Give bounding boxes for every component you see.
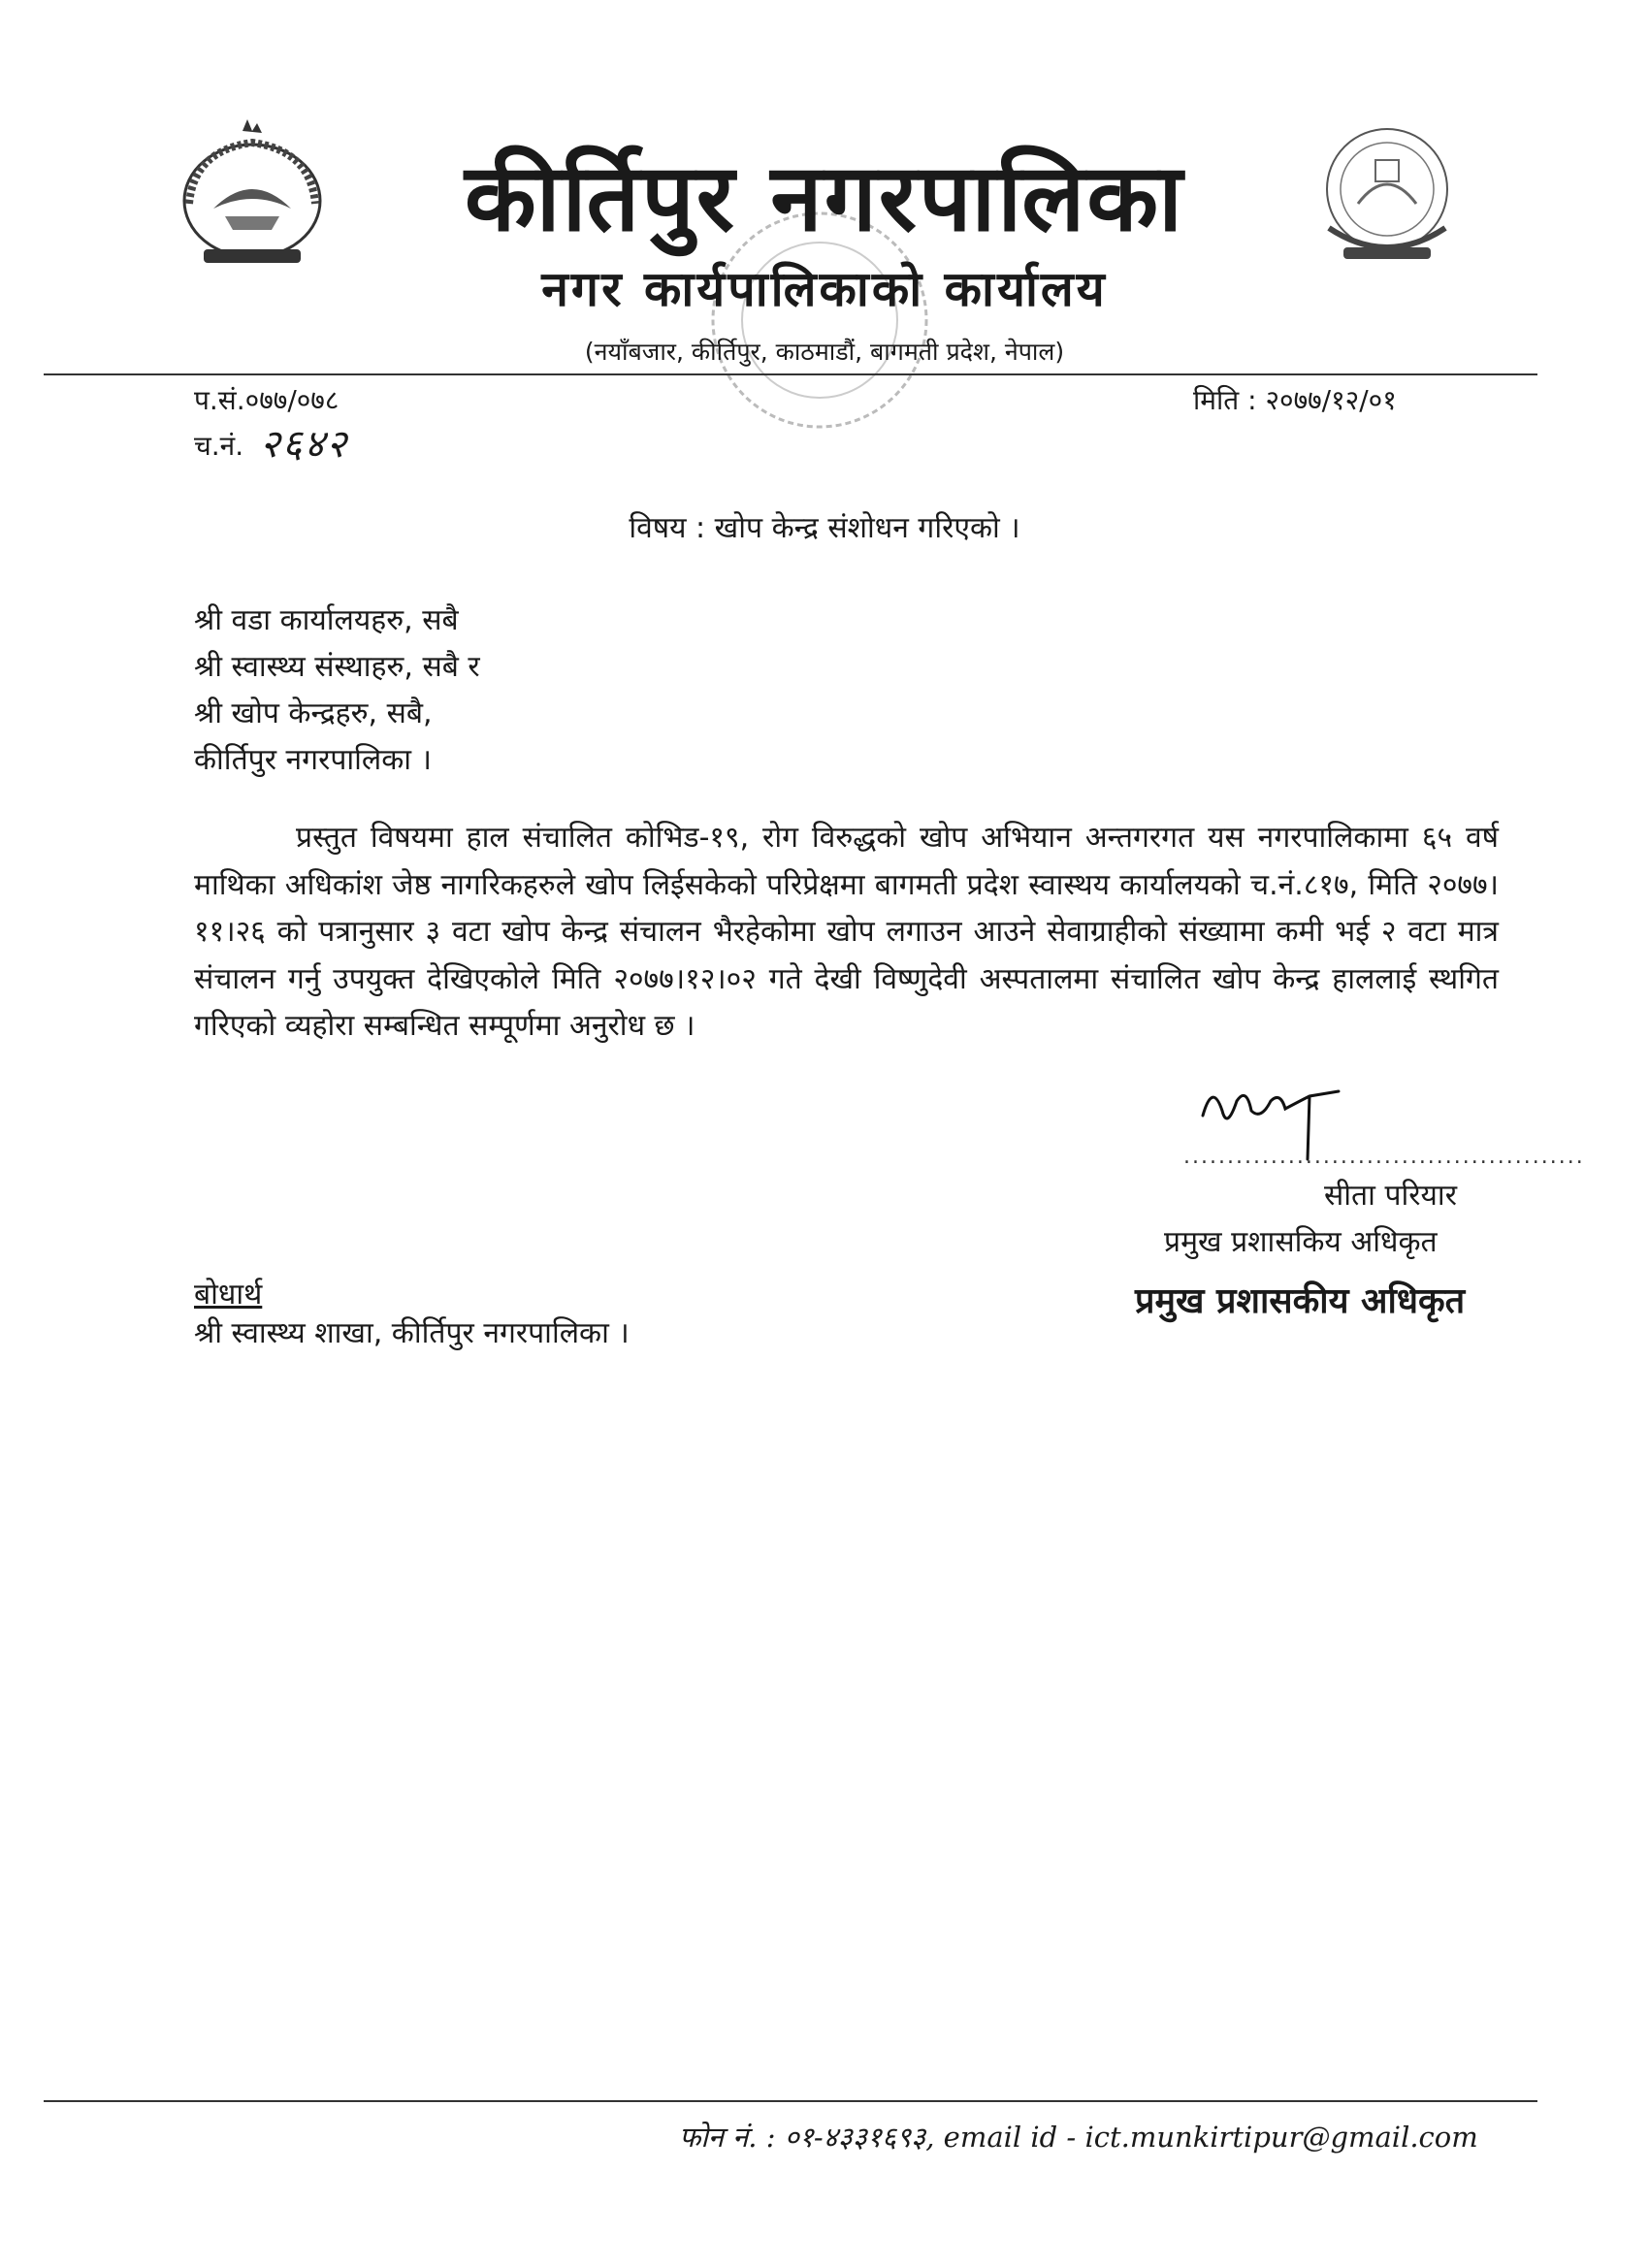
municipality-title: कीर्तिपुर नगरपालिका bbox=[465, 144, 1184, 252]
cc-recipient: श्री स्वास्थ्य शाखा, कीर्तिपुर नगरपालिका । bbox=[194, 1316, 630, 1350]
recipient-line: श्री स्वास्थ्य संस्थाहरु, सबै र bbox=[194, 650, 480, 684]
designation-stamp: प्रमुख प्रशासकीय अधिकृत bbox=[1135, 1281, 1466, 1321]
dispatch-label: च.नं. bbox=[194, 430, 244, 462]
office-subtitle: नगर कार्यपालिकाको कार्यालय bbox=[541, 261, 1108, 317]
footer-divider bbox=[44, 2100, 1537, 2102]
letter-date: मिति : २०७७/१२/०१ bbox=[1193, 384, 1397, 416]
footer-contact: फोन नं. : ०१-४३३१६९३, email id - ict.munkirtipur@gmail.com bbox=[679, 2121, 1478, 2154]
letter-subject: विषय : खोप केन्द्र संशोधन गरिएको । bbox=[629, 511, 1020, 545]
signature-line: .............................................. bbox=[1183, 1145, 1585, 1169]
office-address: (नयाँबजार, कीर्तिपुर, काठमाडौं, बागमती प्रदेश, नेपाल) bbox=[584, 338, 1065, 366]
letter-body: प्रस्तुत विषयमा हाल संचालित कोभिड-१९, रोग विरुद्धको खोप अभियान अन्तगरगत यस नगरपालिकामा ६५ वर्ष माथिका अधिकांश जेष्ठ नागरिकहरुले खोप लिईसकेको परिप्रेक्षमा बागमती प्रदेश स्वास्थय कार्यालयको च.नं.८१७, मिति २०७७।११।२६ को पत्रानुसार ३ वटा खोप केन्द्र संचालन भैरहेकोमा खोप लगाउन आउने सेवाग्राहीको संख्यामा कमी भई २ वटा मात्र संचालन गर्नु उपयुक्त देखिएकोले मिति २०७७।१२।०२ गते देखी विष्णुदेवी अस्पतालमा संचालित खोप केन्द्र हाललाई स्थगित गरिएको व्यहोरा सम्बन्धित सम्पूर्णमा अनुरोध छ । bbox=[194, 821, 1499, 1043]
recipient-line: कीर्तिपुर नगरपालिका । bbox=[194, 743, 432, 777]
recipient-line: श्री वडा कार्यालयहरु, सबै bbox=[194, 603, 459, 637]
header-divider bbox=[44, 373, 1537, 375]
reference-number: प.सं.०७७/०७८ bbox=[194, 384, 340, 416]
signatory-name: सीता परियार bbox=[1324, 1179, 1457, 1213]
recipient-line: श्री खोप केन्द्रहरु, सबै, bbox=[194, 697, 433, 730]
signatory-title: प्रमुख प्रशासकिय अधिकृत bbox=[1164, 1225, 1438, 1259]
cc-heading: बोधार्थ bbox=[194, 1278, 263, 1312]
dispatch-number: २६४२ bbox=[260, 422, 349, 467]
